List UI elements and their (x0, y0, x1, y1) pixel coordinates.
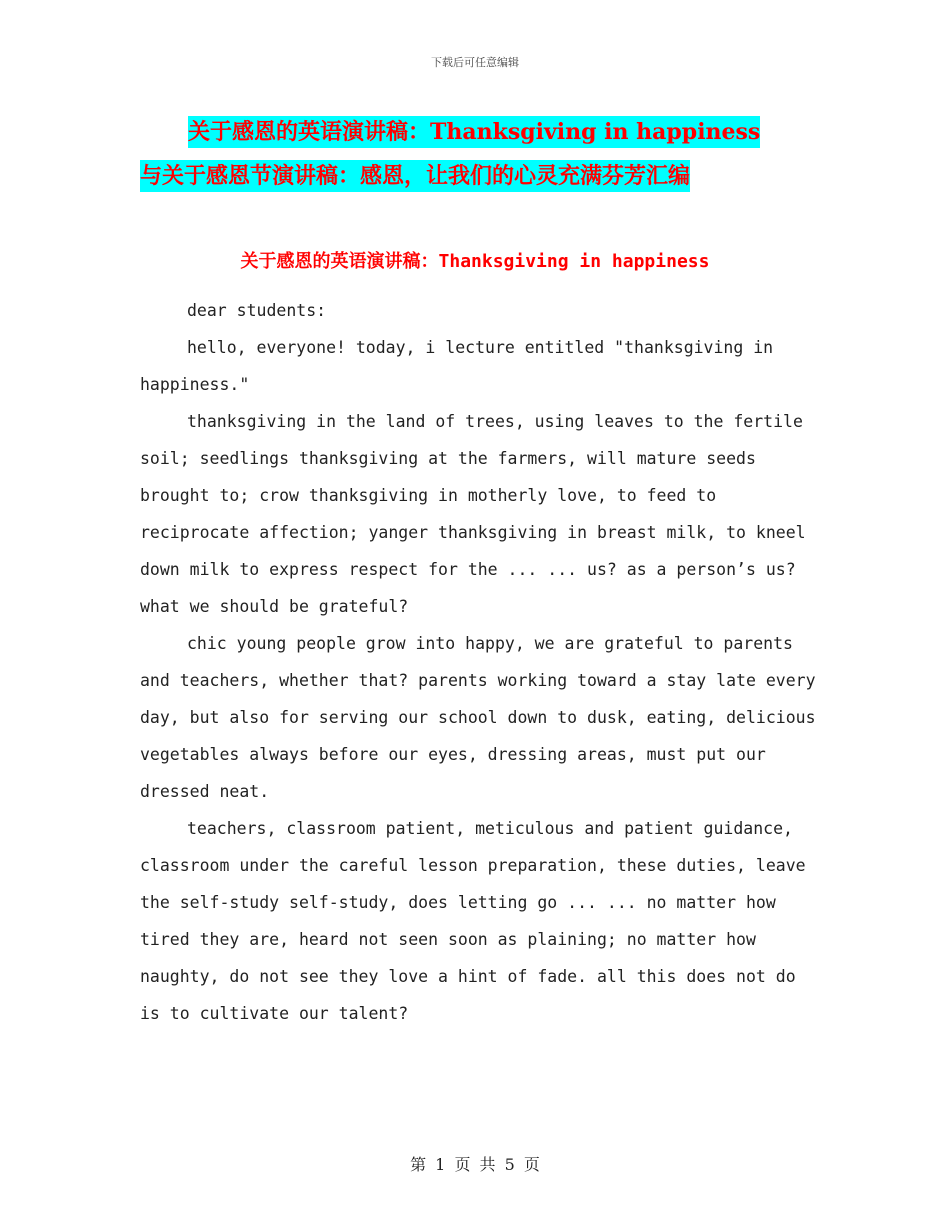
paragraph-teachers: teachers, classroom patient, meticulous and patient guidance, classroom under the careful lesson preparation, these duties, leave the self-study self-study, does letting go ... ... no matter how tired they are, heard not seen soon as plaining; no matter how naughty, do not see they love a hint of fade. all this does not do is to cultivate our talent? (140, 819, 806, 1023)
page-footer: 第 1 页 共 5 页 (410, 1155, 540, 1174)
paragraph-parents: chic young people grow into happy, we are grateful to parents and teachers, whether that? parents working toward a stay late every day, but also for serving our school down to dusk, eating, delicious vegetables always before our eyes, dressing areas, must put our dressed neat. (140, 634, 816, 801)
document-title-line-1 (188, 110, 810, 154)
document-body (140, 292, 820, 1032)
paragraph-salutation: dear students: (187, 301, 327, 320)
page-header-note: 下载后可任意编辑 (431, 56, 519, 69)
document-title-line-2 (140, 154, 810, 198)
document-title (140, 110, 810, 198)
paragraph-greeting: hello, everyone! today, i lecture entitled "thanksgiving in happiness." (140, 338, 774, 394)
title-line-2-highlight: 与关于感恩节演讲稿：感恩，让我们的心灵充满芬芳汇编 (140, 160, 690, 192)
title-line-1-highlight: 关于感恩的英语演讲稿：Thanksgiving in happiness (188, 116, 760, 148)
section-title: 关于感恩的英语演讲稿：Thanksgiving in happiness (240, 251, 710, 272)
paragraph-thanksgiving-nature: thanksgiving in the land of trees, using leaves to the fertile soil; seedlings thanksgiving at the farmers, will mature seeds brought to; crow thanksgiving in motherly love, to feed to reciprocate affection; yanger thanksgiving in breast milk, to kneel down milk to express respect for the ... ... us? as a person’s us? what we should be grateful? (140, 412, 806, 616)
